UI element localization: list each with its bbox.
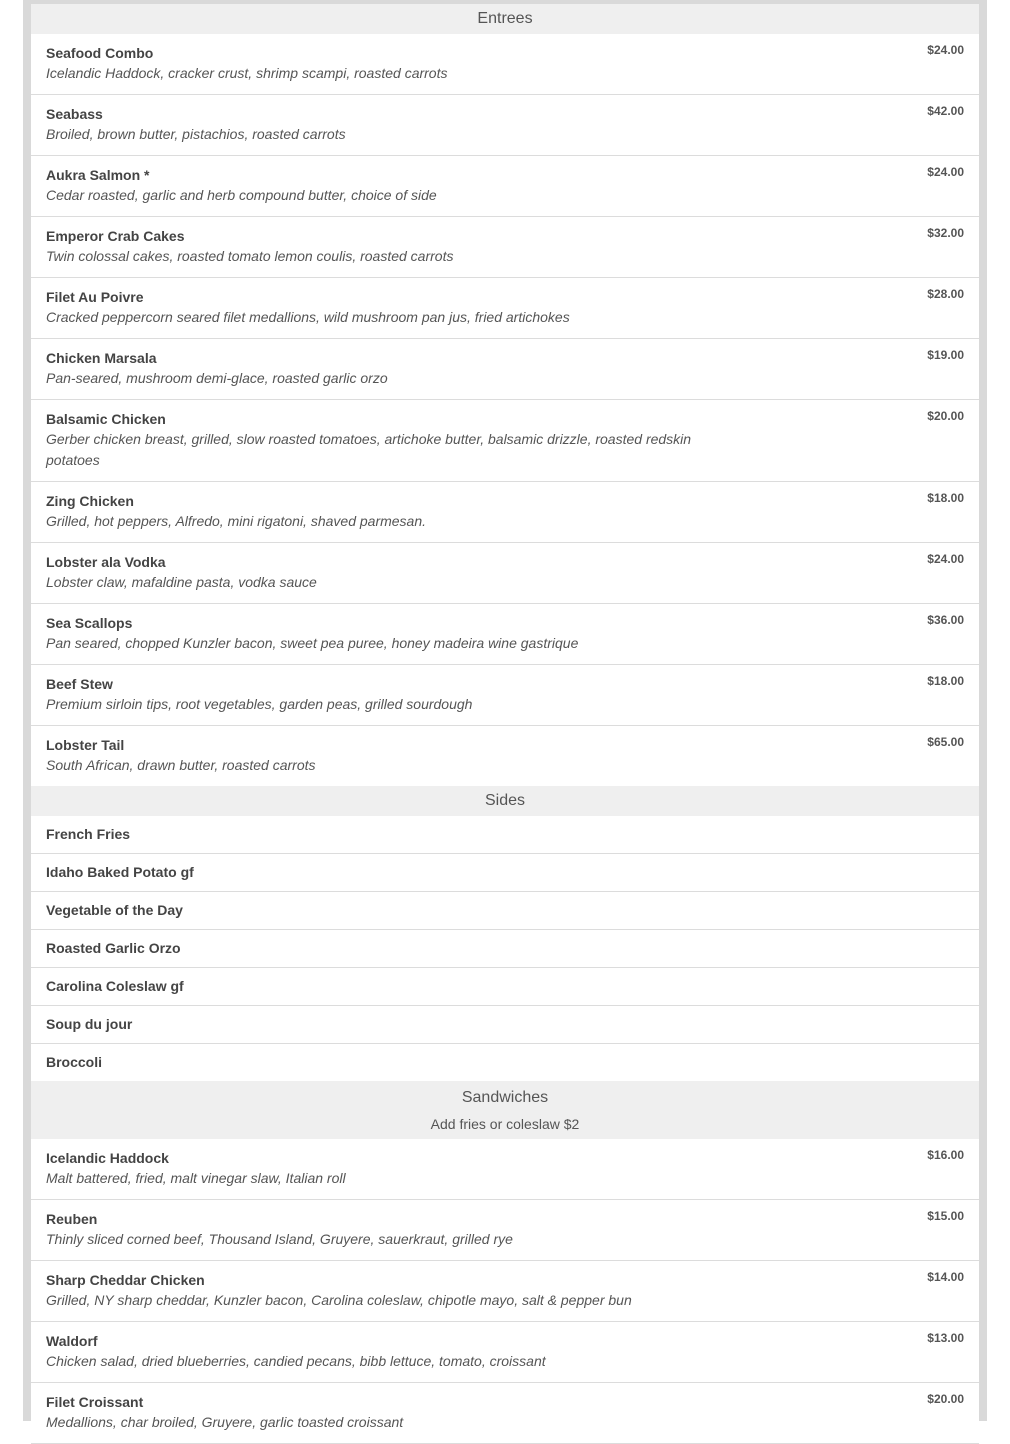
item-price: $19.00 [927,348,964,362]
item-price: $28.00 [927,287,964,301]
item-name: Aukra Salmon * [46,167,150,183]
item-name: Filet Au Poivre [46,289,144,305]
item-name: Icelandic Haddock [46,1150,169,1166]
menu-item [31,1139,979,1200]
item-name: Beef Stew [46,676,113,692]
item-description: Cracked peppercorn seared filet medallions, wild mushroom pan jus, fried artichokes [46,309,570,325]
item-name: Sharp Cheddar Chicken [46,1272,205,1288]
item-name: Chicken Marsala [46,350,157,366]
section-title: Sandwiches [461,1089,549,1106]
item-description: Lobster claw, mafaldine pasta, vodka sauce [46,574,317,590]
item-name: Seabass [46,106,103,122]
side-item: Vegetable of the Day [31,892,979,930]
item-price: $14.00 [927,1270,964,1284]
item-name: Lobster ala Vodka [46,554,166,570]
item-description: Gerber chicken breast, grilled, slow roasted tomatoes, artichoke butter, balsamic drizzle, roasted redskin potatoes [46,431,692,468]
item-name: Reuben [46,1211,98,1227]
item-price: $24.00 [927,165,964,179]
item-name: Seafood Combo [46,45,154,61]
section-title: Entrees [477,10,533,27]
item-name: Emperor Crab Cakes [46,228,185,244]
menu-item [31,156,979,217]
menu-item [31,339,979,400]
entrees-list [31,34,979,786]
item-price: $36.00 [927,613,964,627]
side-item: Soup du jour [31,1006,979,1044]
item-price: $15.00 [927,1209,964,1223]
item-description: Twin colossal cakes, roasted tomato lemon coulis, roasted carrots [46,248,454,264]
item-price: $32.00 [927,226,964,240]
item-description: Icelandic Haddock, cracker crust, shrimp scampi, roasted carrots [46,65,448,81]
item-description: Grilled, NY sharp cheddar, Kunzler bacon, Carolina coleslaw, chipotle mayo, salt & pepper bun [46,1292,632,1308]
item-description: Cedar roasted, garlic and herb compound butter, choice of side [46,187,437,203]
item-price: $13.00 [927,1331,964,1345]
item-price: $24.00 [927,43,964,57]
item-name: Waldorf [46,1333,98,1349]
item-price: $18.00 [927,674,964,688]
item-description: Medallions, char broiled, Gruyere, garlic toasted croissant [46,1414,404,1430]
item-description: Premium sirloin tips, root vegetables, garden peas, grilled sourdough [46,696,473,712]
menu-item [31,278,979,339]
item-name: Filet Croissant [46,1394,144,1410]
menu-item [31,604,979,665]
side-item: Roasted Garlic Orzo [31,930,979,968]
menu-item [31,1261,979,1322]
item-price: $18.00 [927,491,964,505]
item-price: $16.00 [927,1148,964,1162]
item-name: Zing Chicken [46,493,134,509]
item-description: Chicken salad, dried blueberries, candied pecans, bibb lettuce, tomato, croissant [46,1353,546,1369]
section-note: Add fries or coleslaw $2 [430,1116,580,1132]
menu-item [31,1200,979,1261]
menu-item [31,34,979,95]
item-description: Grilled, hot peppers, Alfredo, mini rigatoni, shaved parmesan. [46,513,427,529]
side-item: Idaho Baked Potato gf [31,854,979,892]
item-description: Thinly sliced corned beef, Thousand Island, Gruyere, sauerkraut, grilled rye [46,1231,513,1247]
menu-frame [23,0,987,1430]
item-description: Broiled, brown butter, pistachios, roasted carrots [46,126,346,142]
section-header-sides [31,786,979,816]
item-description: Malt battered, fried, malt vinegar slaw, Italian roll [46,1170,346,1186]
section-header-entrees [31,4,979,34]
item-price: $65.00 [927,735,964,749]
item-description: Pan-seared, mushroom demi-glace, roasted garlic orzo [46,370,388,386]
menu-item [31,1322,979,1383]
item-price: $20.00 [927,409,964,423]
item-name: Balsamic Chicken [46,411,166,427]
sides-list [31,816,979,1081]
item-name: Lobster Tail [46,737,125,753]
section-title: Sides [484,792,526,809]
side-item: Broccoli [46,1054,103,1070]
section-header-sandwiches [31,1081,979,1139]
menu-item [31,217,979,278]
menu-item [31,1383,979,1444]
item-description: South African, drawn butter, roasted carrots [46,757,316,773]
menu-item [31,95,979,156]
item-price: $24.00 [927,552,964,566]
item-name: Sea Scallops [46,615,133,631]
menu-item [31,726,979,786]
item-price: $20.00 [927,1392,964,1406]
sandwiches-list [31,1139,979,1444]
menu-item [31,482,979,543]
menu-item [31,543,979,604]
menu-item [31,400,979,482]
item-price: $42.00 [927,104,964,118]
side-item: Carolina Coleslaw gf [31,968,979,1006]
menu-list [31,4,979,1444]
menu-item [31,665,979,726]
item-description: Pan seared, chopped Kunzler bacon, sweet pea puree, honey madeira wine gastrique [46,635,579,651]
side-item: French Fries [31,816,979,854]
